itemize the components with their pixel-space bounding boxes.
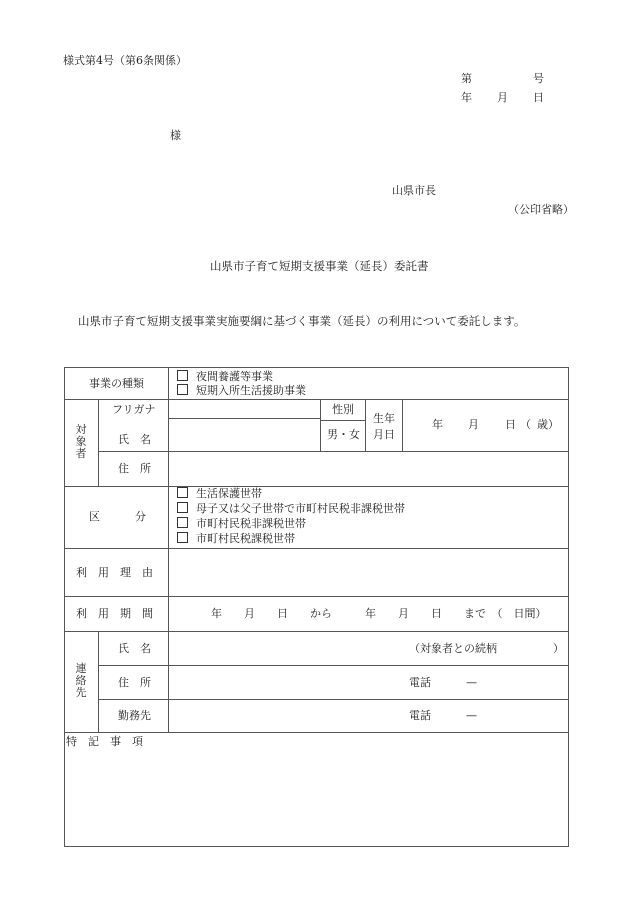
sex-label: 性別 <box>332 403 354 416</box>
relation-text: （対象者との続柄 <box>409 642 497 655</box>
contact-address-label: 住 所 <box>118 676 151 689</box>
category-option-2[interactable]: 市町村民税非課税世帯 <box>177 517 306 531</box>
business-type-option-0[interactable]: 夜間養護等事業 <box>177 370 273 384</box>
checkbox[interactable] <box>177 384 188 395</box>
business-type-label: 事業の種類 <box>89 377 144 390</box>
contact-name-label: 氏 名 <box>118 642 151 655</box>
reason-input[interactable] <box>170 550 566 595</box>
date-month: 月 <box>497 91 508 104</box>
relation-close: ） <box>553 642 564 655</box>
date-day: 日 <box>533 91 544 104</box>
seal-note: （公印省略） <box>508 203 574 216</box>
checkbox[interactable] <box>177 517 188 528</box>
age-open: （ <box>520 418 531 431</box>
checkbox[interactable] <box>177 532 188 543</box>
form-label: 様式第4号（第6条関係） <box>63 54 187 67</box>
contact-label: 連絡先 <box>75 662 87 699</box>
phone-dash-workplace: — <box>466 709 477 722</box>
category-option-0[interactable]: 生活保護世帯 <box>177 487 262 501</box>
phone-dash-address: — <box>466 676 477 689</box>
subject-name-label: 氏 名 <box>118 433 151 446</box>
category-option-3[interactable]: 市町村民税課税世帯 <box>177 532 295 546</box>
checkbox[interactable] <box>177 487 188 498</box>
body-text: 山県市子育て短期支援事業実施要綱に基づく事業（延長）の利用について委託します。 <box>78 314 526 328</box>
checkbox[interactable] <box>177 370 188 381</box>
number-suffix: 号 <box>533 72 544 85</box>
category-label-2: 分 <box>135 510 146 523</box>
phone-label-workplace: 電話 <box>409 709 431 722</box>
furigana-label: フリガナ <box>112 403 156 416</box>
document-title: 山県市子育て短期支援事業（延長）委託書 <box>210 259 429 273</box>
subject-name-input[interactable] <box>170 420 318 450</box>
issuer: 山県市長 <box>392 184 436 197</box>
period-text[interactable]: 年 月 日 から 年 月 日 まで （ 日間） <box>211 607 547 620</box>
reason-label: 利 用 理 由 <box>76 566 153 579</box>
subject-label: 対象者 <box>75 423 87 460</box>
phone-label-address: 電話 <box>409 676 431 689</box>
age-close: 歳） <box>537 418 559 431</box>
sex-options[interactable]: 男・女 <box>327 428 360 441</box>
subject-address-label: 住 所 <box>118 462 151 475</box>
period-label: 利 用 期 間 <box>76 607 153 620</box>
birth-year: 年 <box>432 418 443 431</box>
category-option-1[interactable]: 母子又は父子世帯で市町村民税非課税世帯 <box>177 502 405 516</box>
subject-address-input[interactable] <box>170 453 566 485</box>
recipient-suffix: 様 <box>170 129 181 142</box>
birth-label-2: 月日 <box>373 428 395 441</box>
workplace-label: 勤務先 <box>118 709 151 722</box>
business-type-option-1[interactable]: 短期入所生活援助事業 <box>177 384 306 398</box>
birth-month: 月 <box>468 418 479 431</box>
notes-input[interactable] <box>66 752 566 844</box>
date-year: 年 <box>461 91 472 104</box>
category-label-1: 区 <box>89 510 100 523</box>
notes-label: 特 記 事 項 <box>66 735 143 748</box>
number-prefix: 第 <box>461 72 472 85</box>
birth-day: 日 <box>505 418 516 431</box>
checkbox[interactable] <box>177 502 188 513</box>
birth-label-1: 生年 <box>373 412 395 425</box>
